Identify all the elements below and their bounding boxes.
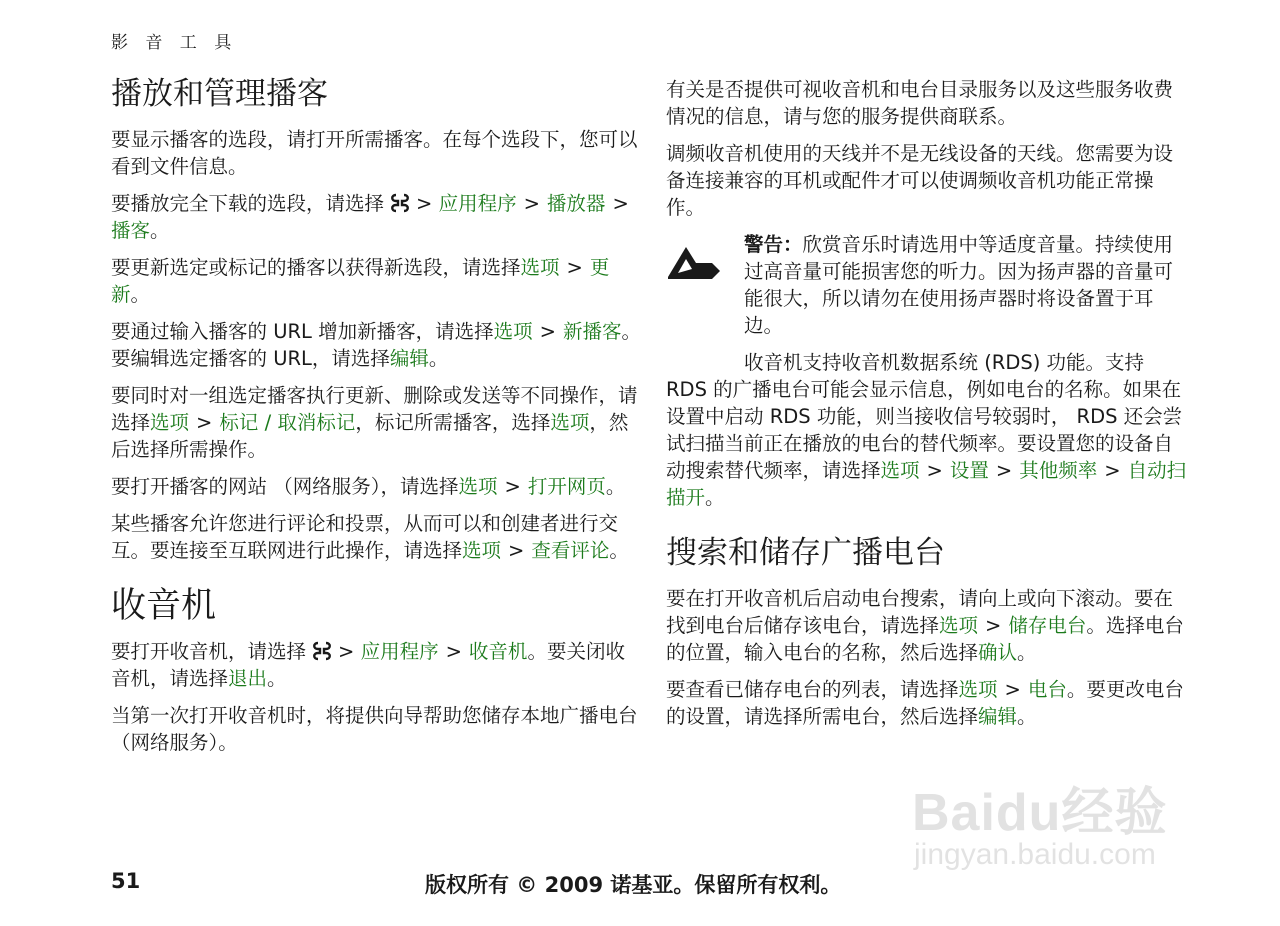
menu-link-edit: 编辑 (978, 705, 1018, 728)
page-number: 51 (111, 869, 141, 893)
menu-key-icon (390, 192, 410, 214)
podcast-para-4: 要通过输入播客的 URL 增加新播客，请选择选项 > 新播客。要编辑选定播客的 URL，请选择编辑。 (111, 320, 641, 370)
menu-link-alt-freq: 其他频率 (1019, 459, 1098, 482)
baidu-watermark (912, 770, 1212, 890)
menu-link-save-station: 储存电台 (1008, 614, 1087, 637)
menu-link-update: 更新 (111, 256, 610, 306)
menu-link-open-web: 打开网页 (527, 475, 606, 498)
watermark-logo: Baidu经验 (912, 784, 1168, 842)
menu-link-confirm: 确认 (978, 641, 1018, 664)
search-para-1: 要在打开收音机后启动电台搜索，请向上或向下滚动。要在找到电台后储存该电台，请选择选项 > 储存电台。选择电台的位置，输入电台的名称，然后选择确认。 (666, 587, 1184, 664)
menu-link-settings: 设置 (949, 459, 989, 482)
menu-link-options: 选项 (150, 411, 190, 434)
menu-key-icon (312, 640, 332, 662)
search-para-2: 要查看已储存电台的列表，请选择选项 > 电台。要更改电台的设置，请选择所需电台，然后选择编辑。 (666, 678, 1184, 728)
right-column (666, 76, 1191, 740)
copyright-notice: 版权所有 © 2009 诺基亚。保留所有权利。 (425, 873, 842, 897)
radio-para-5: 收音机支持收音机数据系统 (RDS) 功能。支持 RDS 的广播电台可能会显示信息，例如电台的名称。如果在设置中启动 RDS 功能，则当接收信号较弱时， RDS 还会尝试扫描当前正在播放的电台的替代频率。要设置您的设备自动搜索替代频率，请选择选项 > 设置 > 其他频率 > 自动扫描开。 (666, 351, 1187, 509)
warning-block (666, 231, 1191, 339)
menu-link-apps: 应用程序 (360, 640, 439, 663)
menu-link-auto-scan-on: 自动扫描开 (666, 459, 1187, 509)
section-header: 影 音 工 具 (111, 33, 238, 53)
warning-text: 欣赏音乐时请选用中等适度音量。持续使用过高音量可能损害您的听力。因为扬声器的音量可能很大，所以请勿在使用扬声器时将设备置于耳边。 (744, 233, 1174, 337)
menu-link-options: 选项 (958, 678, 998, 701)
podcast-para-6: 要打开播客的网站 （网络服务），请选择选项 > 打开网页。 (111, 475, 626, 498)
menu-link-options: 选项 (520, 256, 560, 279)
podcast-heading: 播放和管理播客 (111, 76, 328, 112)
menu-link-options: 选项 (880, 459, 920, 482)
menu-link-podcast: 播客 (111, 219, 151, 242)
menu-link-options: 选项 (462, 539, 502, 562)
menu-link-options: 选项 (493, 320, 533, 343)
menu-link-view-comments: 查看评论 (531, 539, 610, 562)
watermark-url: jingyan.baidu.com (914, 838, 1156, 871)
menu-link-player: 播放器 (546, 192, 606, 215)
menu-link-exit: 退出 (228, 667, 268, 690)
menu-link-apps: 应用程序 (438, 192, 517, 215)
menu-link-mark-unmark: 标记 / 取消标记 (219, 411, 356, 434)
search-heading: 搜索和储存广播电台 (666, 535, 945, 571)
podcast-para-1: 要显示播客的选段，请打开所需播客。在每个选段下，您可以看到文件信息。 (111, 128, 638, 178)
radio-para-3: 有关是否提供可视收音机和电台目录服务以及这些服务收费情况的信息，请与您的服务提供商联系。 (666, 78, 1174, 128)
menu-link-new-podcast: 新播客 (562, 320, 622, 343)
left-column (111, 72, 641, 766)
radio-para-1: 要打开收音机，请选择 > 应用程序 > 收音机。要关闭收音机，请选择退出。 (111, 640, 625, 690)
menu-link-options: 选项 (458, 475, 498, 498)
radio-heading: 收音机 (111, 586, 217, 626)
podcast-para-2: 要播放完全下载的选段，请选择 > 应用程序 > 播放器 >播客。 (111, 192, 629, 242)
menu-link-radio: 收音机 (468, 640, 528, 663)
podcast-para-3: 要更新选定或标记的播客以获得新选段，请选择选项 > 更新。 (111, 256, 610, 306)
podcast-para-5: 要同时对一组选定播客执行更新、删除或发送等不同操作，请选择选项 > 标记 / 取消标记，标记所需播客，选择选项，然后选择所需操作。 (111, 384, 638, 461)
radio-para-2: 当第一次打开收音机时，将提供向导帮助您储存本地广播电台 （网络服务）。 (111, 704, 638, 754)
warning-label: 警告： (744, 233, 803, 256)
menu-link-options: 选项 (550, 411, 590, 434)
podcast-para-7: 某些播客允许您进行评论和投票，从而可以和创建者进行交互。要连接至互联网进行此操作，请选择选项 > 查看评论。 (111, 512, 629, 562)
radio-para-4: 调频收音机使用的天线并不是无线设备的天线。您需要为设备连接兼容的耳机或配件才可以使调频收音机功能正常操作。 (666, 142, 1174, 219)
warning-icon (666, 243, 722, 283)
menu-link-edit: 编辑 (389, 347, 429, 370)
menu-link-stations: 电台 (1027, 678, 1067, 701)
menu-link-options: 选项 (939, 614, 979, 637)
